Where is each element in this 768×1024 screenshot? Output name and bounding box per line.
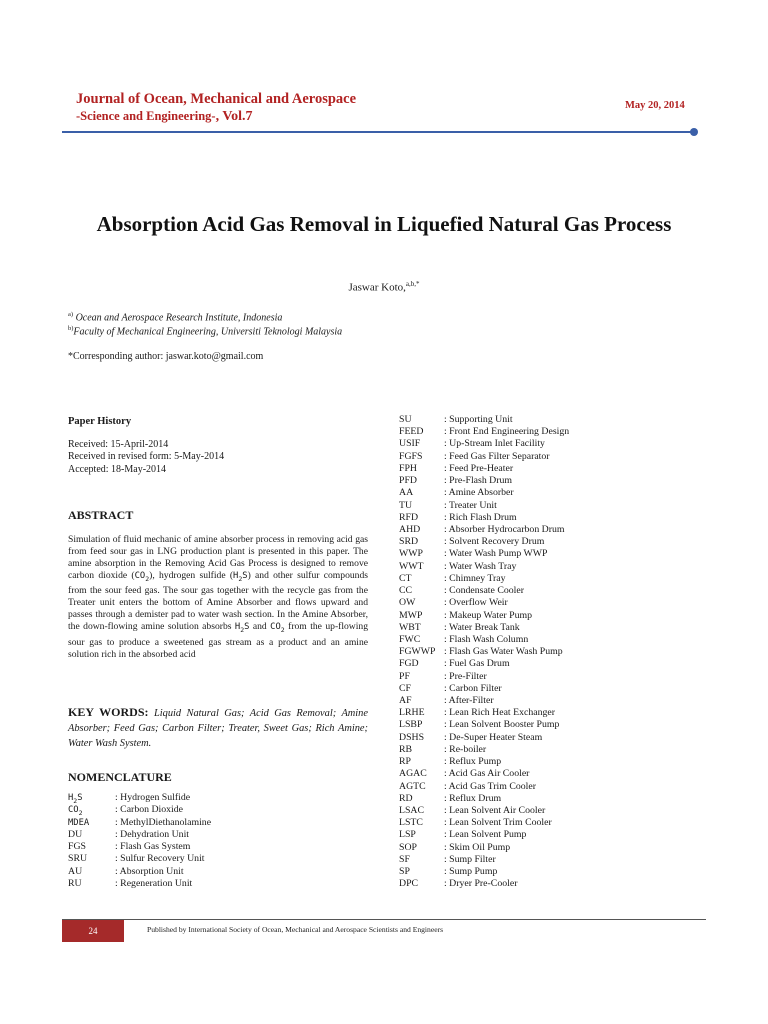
nomenclature-item (68, 878, 368, 890)
affiliation-text: Faculty of Mechanical Engineering, Universiti Teknologi Malaysia (73, 326, 343, 338)
abbreviation-term: SU (399, 414, 412, 425)
abbreviation-term: LSP (399, 829, 416, 841)
formula-subscript: 2 (280, 625, 285, 634)
abbreviation-item (399, 548, 719, 560)
journal-title: Journal of Ocean, Mechanical and Aerospace (76, 91, 357, 107)
abbreviation-definition: : Lean Solvent Trim Cooler (444, 817, 552, 829)
header-divider-dot (690, 128, 698, 136)
abbreviation-item (399, 793, 719, 805)
abbreviation-term: LRHE (399, 707, 425, 719)
abbreviation-term: RB (399, 743, 413, 755)
abbreviation-item (399, 829, 719, 841)
nomenclature-symbol: RU (68, 878, 82, 890)
abbreviation-item (399, 744, 719, 756)
abbreviation-term: SOP (399, 841, 417, 853)
abbreviation-definition: : Water Break Tank (444, 621, 520, 633)
abbreviation-item (399, 438, 719, 450)
abbreviation-item (399, 756, 719, 768)
abbreviation-definition: : Lean Solvent Air Cooler (444, 805, 546, 816)
abbreviation-definition: : Makeup Water Pump (444, 609, 533, 621)
accepted-date: Accepted: 18-May-2014 (68, 463, 167, 475)
abbreviation-item (399, 805, 719, 817)
abbreviation-definition: : Flash Gas Water Wash Pump (444, 646, 563, 658)
revised-date: Received in revised form: 5-May-2014 (68, 451, 225, 463)
formula-subscript: 2 (145, 574, 150, 583)
abbreviation-term: FWC (399, 633, 421, 645)
formula-co2 (135, 571, 150, 581)
abbreviation-definition: : Acid Gas Trim Cooler (444, 780, 536, 792)
symbol-subscript: 2 (73, 796, 78, 805)
abbreviation-item (399, 732, 719, 744)
formula-part: CO (134, 570, 146, 581)
abbreviation-term: FPH (399, 462, 417, 474)
abbreviation-item (399, 707, 719, 719)
nomenclature-definition: : Hydrogen Sulfide (115, 792, 191, 803)
abstract-text: ) and other sulfur compounds from the sour feed gas. The sour gas together with the recycle gas from the Treater unit enters the bottom of Amine Absorber and flows upward and passes through a demister pad to water wash section. In the Amine Absorber, the down-flowing amine solution absorbs (68, 569, 368, 633)
nomenclature-symbol: DU (68, 828, 83, 840)
abstract-body (68, 534, 368, 661)
affiliation-text: Ocean and Aerospace Research Institute, Indonesia (75, 312, 283, 324)
abbreviation-term: DPC (399, 878, 419, 890)
nomenclature-symbol: SRU (68, 853, 88, 865)
formula-part: H (234, 622, 241, 633)
nomenclature-definition: : Regeneration Unit (115, 878, 193, 890)
abbreviation-definition: : Re-boiler (444, 743, 487, 755)
formula-h2s (233, 571, 248, 581)
formula-part: S (242, 570, 248, 581)
abbreviation-definition: : Sump Filter (444, 853, 496, 865)
abbreviation-definition: : Feed Gas Filter Separator (444, 450, 550, 462)
abbreviation-definition: : Pre-Filter (444, 670, 487, 682)
paper-history (68, 439, 368, 476)
nomenclature-definition: : Dehydration Unit (115, 828, 190, 840)
affiliation-b (68, 322, 342, 339)
abbreviation-term: USIF (399, 438, 421, 450)
abbreviation-term: FEED (399, 426, 424, 438)
abstract-text: and (249, 621, 271, 633)
abbreviation-term: LSAC (399, 805, 425, 816)
abbreviation-definition: : Acid Gas Air Cooler (444, 768, 530, 780)
affiliation-mark: b) (68, 325, 74, 332)
abbreviation-item (399, 866, 719, 878)
abbreviation-term: TU (399, 499, 413, 511)
journal-subtitle (76, 108, 253, 125)
abbreviation-definition: : Skim Oil Pump (444, 841, 511, 853)
nomenclature-symbol (68, 792, 115, 804)
abbreviation-item (399, 646, 719, 658)
journal-volume: , Vol.7 (215, 109, 253, 124)
abbreviation-item (399, 426, 719, 438)
abbreviation-term: CF (399, 682, 411, 694)
abbreviation-term: CT (399, 572, 412, 584)
symbol-subscript: 2 (78, 809, 83, 818)
paper-title: Absorption Acid Gas Removal in Liquefied Natural Gas Process (96, 212, 672, 236)
abbreviation-definition: : Up-Stream Inlet Facility (444, 438, 545, 450)
abbreviation-definition: : Carbon Filter (444, 682, 502, 694)
received-date: Received: 15-April-2014 (68, 439, 169, 450)
abbreviation-definition: : Treater Unit (444, 499, 497, 511)
abbreviation-term: AHD (399, 523, 421, 535)
abbreviation-term: MWP (399, 609, 423, 621)
nomenclature-definition: : Sulfur Recovery Unit (115, 853, 205, 865)
journal-subtitle-text: -Science and Engineering- (76, 109, 216, 123)
abbreviation-definition: : Lean Solvent Booster Pump (444, 719, 560, 731)
abbreviation-definition: : Absorber Hydrocarbon Drum (444, 523, 565, 535)
abbreviation-definition: : Chimney Tray (444, 572, 506, 584)
abbreviation-definition: : Solvent Recovery Drum (444, 536, 545, 548)
abbreviation-item (399, 536, 719, 548)
abbreviation-term: LSTC (399, 817, 423, 829)
abstract-text: Simulation of fluid mechanic of amine absorber process in removing acid gas from feed sour gas in LNG production plant is presented in this paper. The amine absorption in the Removing Acid Gas Process is designed to remove carbon dioxide ( (68, 534, 368, 581)
keywords-label: KEY WORDS: (68, 705, 149, 719)
nomenclature-symbol: FGS (68, 841, 86, 853)
abbreviation-term: AF (399, 695, 412, 707)
abbreviation-term: SF (399, 853, 410, 865)
abbreviation-term: LSBP (399, 719, 423, 731)
nomenclature-heading: NOMENCLATURE (68, 770, 172, 784)
abbreviation-definition: : Fuel Gas Drum (444, 658, 510, 670)
abbreviation-item (399, 573, 719, 585)
abbreviation-term: PF (399, 670, 410, 682)
issue-date: May 20, 2014 (625, 100, 685, 111)
nomenclature-definition: : Carbon Dioxide (115, 804, 184, 816)
abbreviation-definition: : Pre-Flash Drum (444, 475, 513, 487)
abbreviation-term: RP (399, 756, 411, 768)
nomenclature-definition: : MethylDiethanolamine (115, 816, 212, 828)
abbreviation-term: FGD (399, 658, 419, 670)
abbreviation-item (399, 585, 719, 597)
abbreviation-term: FGFS (399, 450, 423, 462)
abbreviation-term: AGTC (399, 780, 426, 792)
nomenclature-list (68, 792, 368, 890)
abbreviation-item (399, 500, 719, 512)
nomenclature-item (68, 853, 368, 865)
nomenclature-definition: : Flash Gas System (115, 841, 191, 853)
nomenclature-item (68, 817, 368, 829)
abbreviation-definition: : Reflux Drum (444, 792, 502, 804)
abbreviation-item (399, 597, 719, 609)
abbreviation-definition: : Dryer Pre-Cooler (444, 878, 518, 890)
corresponding-author: *Corresponding author: jaswar.koto@gmail.com (68, 351, 264, 362)
abbreviation-item (399, 475, 719, 487)
footer-divider (62, 919, 706, 920)
abstract-heading: ABSTRACT (68, 508, 134, 522)
abbreviation-definition: : Flash Wash Column (444, 633, 529, 645)
keywords (68, 705, 368, 751)
author-name: Jaswar Koto, (348, 281, 406, 294)
abbreviation-term: PFD (399, 475, 417, 487)
abbreviation-item (399, 695, 719, 707)
symbol-part: S (77, 793, 83, 803)
nomenclature-item (68, 829, 368, 841)
nomenclature-symbol: MDEA (68, 817, 90, 828)
abbreviation-item (399, 854, 719, 866)
author-affiliation-marks: a,b,* (405, 280, 420, 288)
abbreviation-item (399, 719, 719, 731)
abbreviation-item (399, 842, 719, 854)
abbreviation-term: AGAC (399, 768, 427, 780)
nomenclature-item (68, 866, 368, 878)
abbreviation-definition: : After-Filter (444, 695, 494, 707)
nomenclature-symbol (68, 804, 115, 816)
abbreviation-item (399, 561, 719, 573)
abbreviation-term: WBT (399, 621, 421, 633)
abbreviation-definition: : Water Wash Pump WWP (444, 548, 548, 560)
formula-subscript: 2 (240, 625, 245, 634)
abbreviation-definition: : Amine Absorber (444, 487, 514, 499)
formula-h2s (235, 622, 250, 632)
abbreviation-definition: : Reflux Pump (444, 756, 502, 768)
abbreviation-item (399, 658, 719, 670)
symbol-part: CO (68, 805, 79, 816)
abbreviation-term: WWT (399, 560, 424, 572)
abbreviation-item (399, 878, 719, 890)
abbreviation-item (399, 634, 719, 646)
keywords-text: Liquid Natural Gas; Acid Gas Removal; Amine Absorber; Feed Gas; Carbon Filter; Treater, Sweet Gas; Rich Amine; Water Wash System. (68, 708, 368, 749)
abbreviation-term: RD (399, 792, 413, 804)
abbreviation-definition: : Feed Pre-Heater (444, 462, 514, 474)
header-divider (62, 131, 694, 133)
page-number: 24 (88, 926, 98, 936)
nomenclature-item (68, 841, 368, 853)
abbreviation-definition: : Water Wash Tray (444, 560, 517, 572)
abbreviation-item (399, 683, 719, 695)
abbreviation-term: CC (399, 585, 413, 597)
nomenclature-item (68, 792, 368, 804)
abbreviation-list (399, 414, 719, 891)
formula-part: CO (270, 622, 281, 633)
abbreviation-definition: : Front End Engineering Design (444, 426, 570, 438)
nomenclature-definition: : Absorption Unit (115, 865, 184, 877)
abbreviation-term: SRD (399, 536, 419, 548)
abbreviation-term: RFD (399, 511, 419, 523)
affiliation-mark: a) (68, 311, 74, 318)
abbreviation-term: FGWWP (399, 646, 436, 658)
abbreviation-item (399, 781, 719, 793)
abbreviation-definition: : Lean Rich Heat Exchanger (444, 707, 555, 719)
abbreviation-definition: : Sump Pump (444, 866, 498, 878)
abbreviation-item (399, 610, 719, 622)
abbreviation-term: DSHS (399, 731, 425, 743)
abbreviation-term: WWP (399, 548, 423, 560)
abbreviation-definition: : Rich Flash Drum (444, 511, 517, 523)
formula-part: H (233, 570, 239, 581)
abbreviation-item (399, 463, 719, 475)
abbreviation-item (399, 671, 719, 683)
abbreviation-definition: : Overflow Weir (444, 597, 508, 609)
abbreviation-definition: : De-Super Heater Steam (444, 731, 543, 743)
abbreviation-term: SP (399, 866, 410, 878)
publisher-note: Published by International Society of Ocean, Mechanical and Aerospace Scientists and Engineers (147, 925, 444, 934)
formula-co2 (270, 622, 285, 632)
abbreviation-item (399, 622, 719, 634)
formula-subscript: 2 (238, 574, 243, 583)
abbreviation-definition: : Supporting Unit (444, 414, 513, 425)
abbreviation-item (399, 414, 719, 426)
formula-part: S (244, 622, 250, 633)
abbreviation-item (399, 451, 719, 463)
abbreviation-item (399, 768, 719, 780)
abstract-text: from the up-flowing sour gas to produce a sweetened gas stream as a product and an amine solution rich in the absorbed acid (68, 621, 368, 660)
abbreviation-item (399, 487, 719, 499)
paper-history-heading: Paper History (68, 416, 132, 427)
abbreviation-term: AA (399, 487, 414, 499)
abbreviation-item (399, 817, 719, 829)
author-line (0, 280, 768, 294)
nomenclature-symbol: AU (68, 865, 83, 877)
nomenclature-item (68, 804, 368, 816)
abbreviation-definition: : Condensate Cooler (444, 585, 524, 597)
abstract-text: ), hydrogen sulfide ( (149, 569, 234, 581)
symbol-part: H (68, 793, 74, 803)
abbreviation-item (399, 524, 719, 536)
abbreviation-term: OW (399, 597, 416, 609)
abbreviation-item (399, 512, 719, 524)
abbreviation-definition: : Lean Solvent Pump (444, 829, 527, 841)
